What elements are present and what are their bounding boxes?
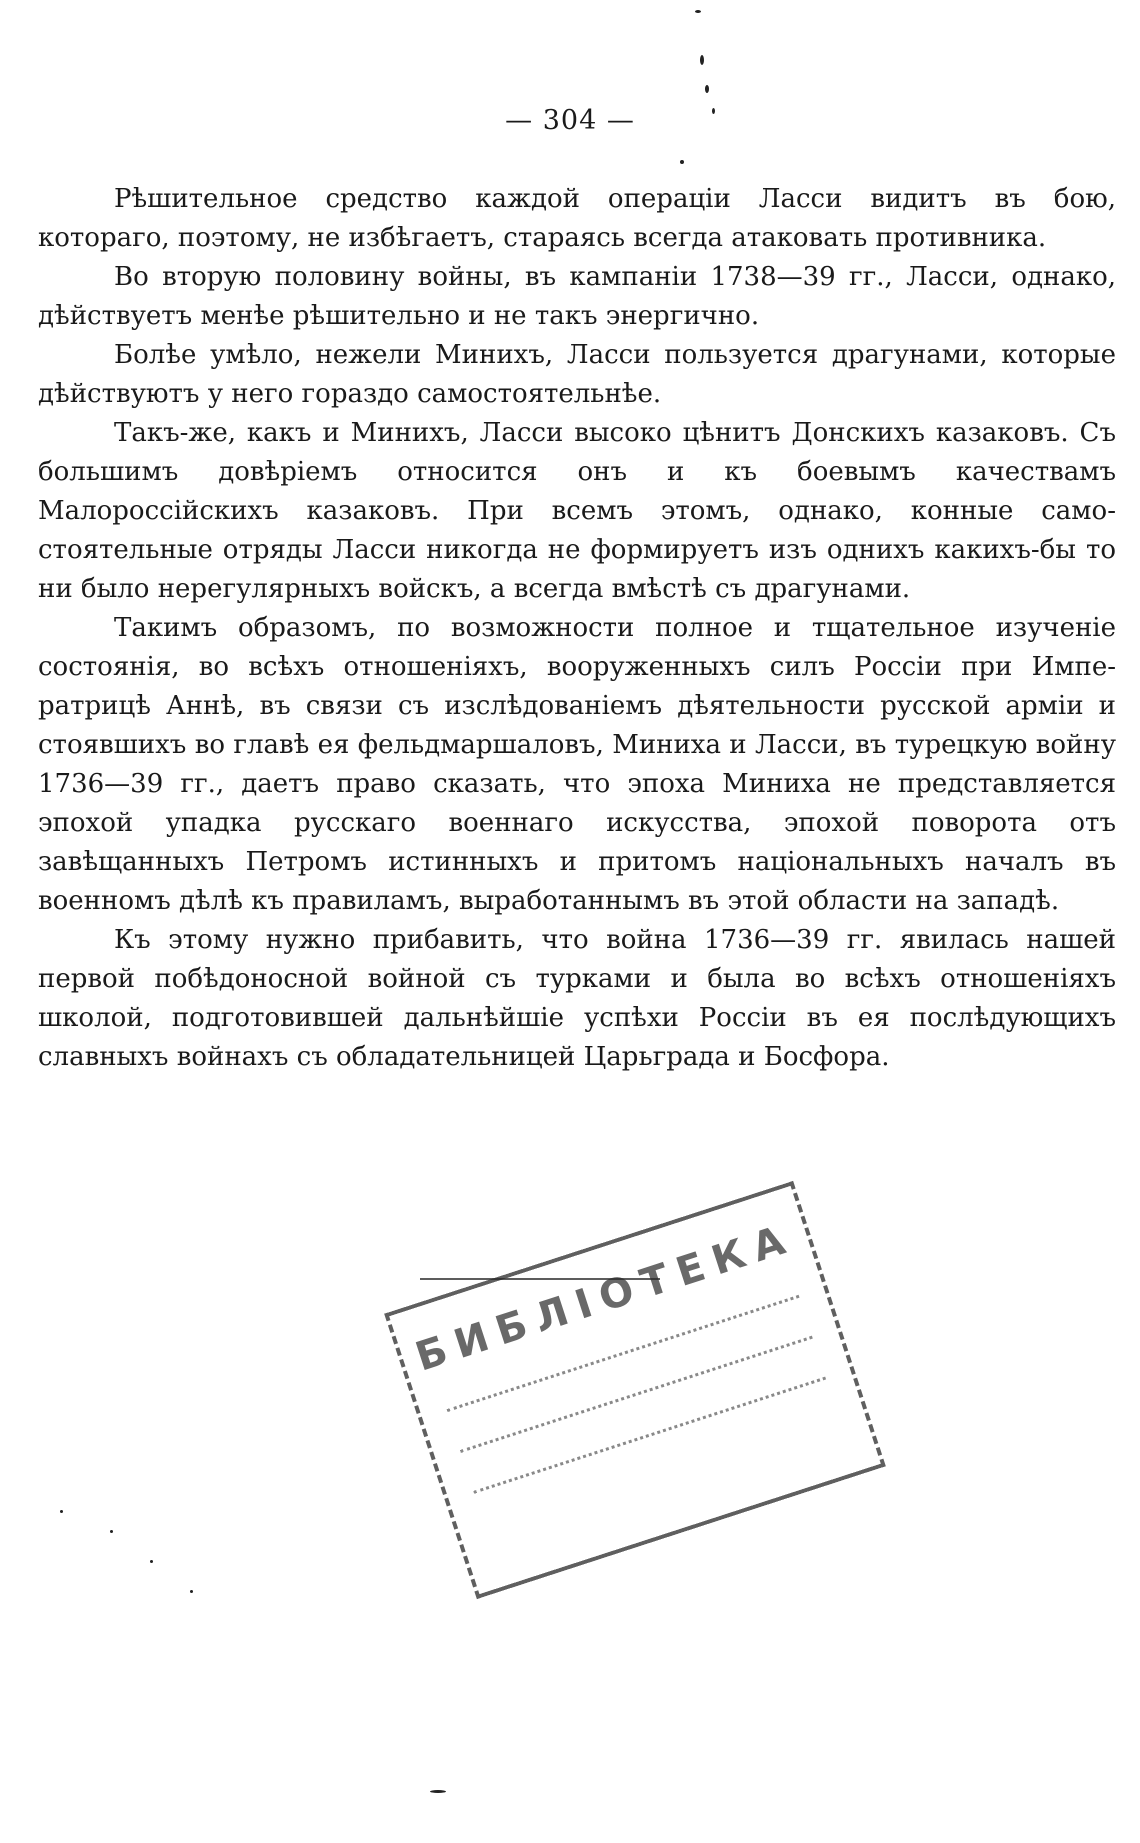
- scan-speck: [60, 1510, 63, 1513]
- scan-speck: [430, 1790, 446, 1793]
- scan-speck: [150, 1560, 153, 1563]
- scan-speck: [712, 108, 715, 114]
- stamp-text: БИБЛІОТЕКА: [410, 1214, 800, 1381]
- scan-speck: [700, 55, 704, 65]
- library-stamp: [384, 1181, 886, 1599]
- scan-speck: [190, 1590, 193, 1593]
- paragraph: Во вторую половину войны, въ кампаніи 1738—39 гг., Ласси, однако, дѣйствуетъ менѣе рѣшительно и не такъ энергично.: [38, 262, 1116, 331]
- scan-speck: [695, 10, 701, 13]
- paragraph: Такъ-же, какъ и Минихъ, Ласси высоко цѣнитъ Донскихъ казаковъ. Съ большимъ довѣріемъ относится онъ и къ боевымъ качествамъ Малороссійскихъ казаковъ. При всемъ этомъ, однако, конные самостоятельные отряды Ласси никогда не формируетъ изъ однихъ какихъ-бы то ни было нерегулярныхъ войскъ, а всегда вмѣстѣ съ драгунами.: [38, 418, 1116, 604]
- scan-speck: [680, 160, 684, 164]
- text-body: [38, 180, 1116, 1077]
- page-number: — 304 —: [505, 105, 635, 136]
- paragraph: Рѣшительное средство каждой операціи Ласси видитъ въ бою, котораго, поэтому, не избѣгаетъ, стараясь всегда атаковать противника.: [38, 184, 1116, 253]
- scan-speck: [110, 1530, 113, 1533]
- paragraph: Такимъ образомъ, по возможности полное и тщательное изученіе состоянія, во всѣхъ отношеніяхъ, вооруженныхъ силъ Россіи при Императрицѣ Аннѣ, въ связи съ изслѣдованіемъ дѣятельности русской арміи и стоявшихъ во главѣ ея фельдмаршаловъ, Миниха и Ласси, въ турецкую войну 1736—39 гг., даетъ право сказать, что эпоха Миниха не представляется эпохой упадка русскаго военнаго искусства, эпохой поворота отъ завѣщанныхъ Петромъ истинныхъ и притомъ національныхъ началъ въ военномъ дѣлѣ къ правиламъ, выработаннымъ въ этой области на западѣ.: [38, 613, 1116, 916]
- paragraph: Болѣе умѣло, нежели Минихъ, Ласси пользуется драгунами, которые дѣйствуютъ у него гораздо самостоятельнѣе.: [38, 340, 1116, 409]
- scan-speck: [705, 85, 709, 93]
- paragraph: Къ этому нужно прибавить, что война 1736—39 гг. явилась нашей первой побѣдоносной войной съ турками и была во всѣхъ отношеніяхъ школой, подготовившей дальнѣйшіе успѣхи Россіи въ ея послѣдующихъ славныхъ войнахъ съ обладательницей Царьграда и Босфора.: [38, 925, 1116, 1072]
